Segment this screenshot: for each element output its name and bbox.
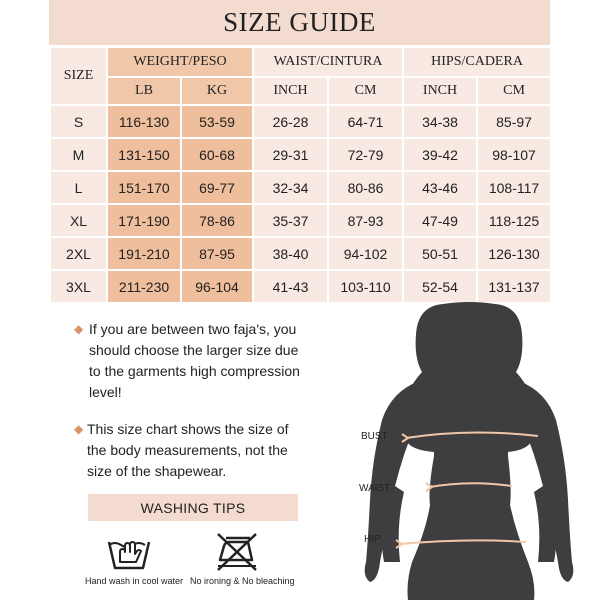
measurement-cell: 116-130: [107, 105, 181, 138]
note-line: the body measurements, not the: [87, 442, 288, 458]
unit-header: LB: [107, 77, 181, 105]
woman-silhouette-icon: [365, 302, 574, 600]
note-body-measurements: [87, 419, 289, 482]
table-row: [50, 138, 551, 171]
size-cell: 3XL: [50, 270, 107, 303]
measurement-cell: 191-210: [107, 237, 181, 270]
unit-header: CM: [328, 77, 403, 105]
hip-label: HIP: [364, 534, 381, 545]
measurement-cell: 108-117: [477, 171, 551, 204]
size-cell: L: [50, 171, 107, 204]
measurement-cell: 41-43: [253, 270, 328, 303]
size-cell: 2XL: [50, 237, 107, 270]
size-header: SIZE: [50, 47, 107, 105]
measurement-cell: 69-77: [181, 171, 253, 204]
measurement-cell: 98-107: [477, 138, 551, 171]
unit-header: KG: [181, 77, 253, 105]
table-row: [50, 204, 551, 237]
measurement-cell: 60-68: [181, 138, 253, 171]
measurement-cell: 39-42: [403, 138, 477, 171]
size-cell: XL: [50, 204, 107, 237]
measurement-cell: 151-170: [107, 171, 181, 204]
measurement-cell: 35-37: [253, 204, 328, 237]
measurement-cell: 32-34: [253, 171, 328, 204]
measurement-cell: 34-38: [403, 105, 477, 138]
note-between-sizes: [89, 319, 300, 403]
measurement-cell: 52-54: [403, 270, 477, 303]
table-row: [50, 237, 551, 270]
size-cell: S: [50, 105, 107, 138]
bust-label: BUST: [361, 431, 388, 442]
measurement-cell: 50-51: [403, 237, 477, 270]
measurement-cell: 87-95: [181, 237, 253, 270]
measurement-cell: 126-130: [477, 237, 551, 270]
measurement-cell: 47-49: [403, 204, 477, 237]
unit-header: INCH: [253, 77, 328, 105]
measurement-cell: 171-190: [107, 204, 181, 237]
page-title: SIZE GUIDE: [223, 7, 376, 37]
measurement-cell: 26-28: [253, 105, 328, 138]
title-bar: [49, 0, 550, 45]
waist-group-header: WAIST/CINTURA: [253, 47, 403, 77]
unit-header: CM: [477, 77, 551, 105]
table-row: [50, 105, 551, 138]
note-line: If you are between two faja's, you: [89, 321, 297, 337]
hand-wash-icon: [106, 532, 152, 572]
body-silhouette-figure: [330, 300, 600, 600]
measurement-cell: 103-110: [328, 270, 403, 303]
note-line: level!: [89, 384, 122, 400]
hips-group-header: HIPS/CADERA: [403, 47, 551, 77]
measurement-cell: 211-230: [107, 270, 181, 303]
measurement-cell: 87-93: [328, 204, 403, 237]
washing-tips-title: WASHING TIPS: [140, 499, 246, 516]
note-bullet: ◆: [74, 422, 84, 436]
table-row: [50, 171, 551, 204]
weight-group-header: WEIGHT/PESO: [107, 47, 253, 77]
measurement-cell: 131-150: [107, 138, 181, 171]
measurement-cell: 53-59: [181, 105, 253, 138]
measurement-cell: 94-102: [328, 237, 403, 270]
no-iron-no-bleach-icon: [212, 530, 262, 572]
size-cell: M: [50, 138, 107, 171]
hand-wash-label: Hand wash in cool water: [85, 576, 184, 586]
measurement-cell: 29-31: [253, 138, 328, 171]
note-bullet: ◆: [74, 322, 84, 336]
measurement-cell: 38-40: [253, 237, 328, 270]
measurement-cell: 64-71: [328, 105, 403, 138]
no-iron-label: No ironing & No bleaching: [190, 576, 295, 586]
size-rows: [50, 105, 551, 303]
table-row: [50, 270, 551, 303]
note-line: size of the shapewear.: [87, 463, 227, 479]
measurement-cell: 96-104: [181, 270, 253, 303]
measurement-cell: 85-97: [477, 105, 551, 138]
measurement-cell: 43-46: [403, 171, 477, 204]
note-line: This size chart shows the size of: [87, 421, 289, 437]
measurement-cell: 80-86: [328, 171, 403, 204]
measurement-cell: 78-86: [181, 204, 253, 237]
measurement-cell: 72-79: [328, 138, 403, 171]
note-line: to the garments high compression: [89, 363, 300, 379]
washing-tips-header: [88, 494, 298, 521]
measurement-cell: 118-125: [477, 204, 551, 237]
size-table: [49, 46, 552, 304]
unit-header: INCH: [403, 77, 477, 105]
measurement-cell: 131-137: [477, 270, 551, 303]
waist-label: WAIST: [359, 483, 391, 494]
note-line: should choose the larger size due: [89, 342, 299, 358]
